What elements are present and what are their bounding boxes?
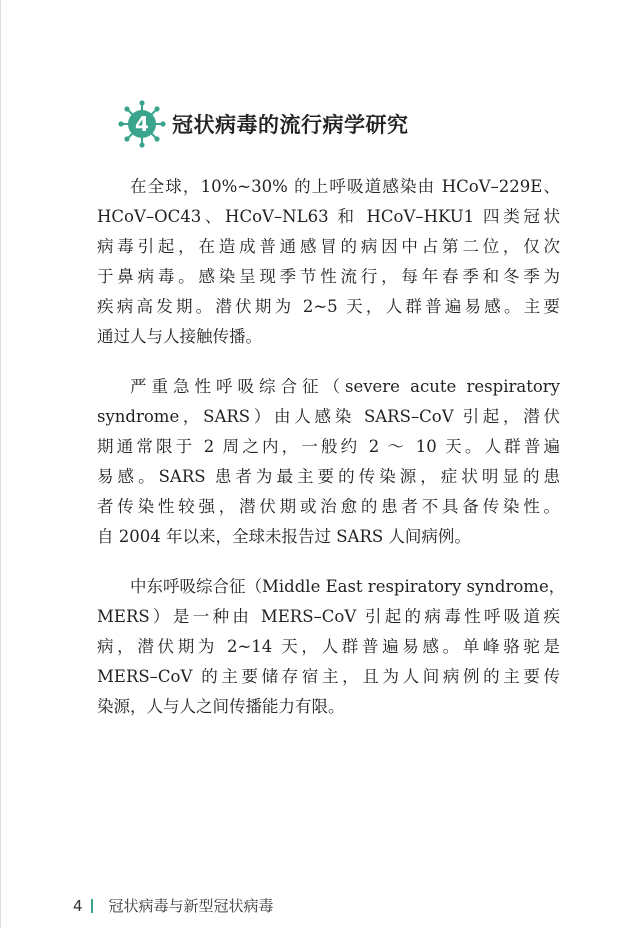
text-line: syndrome，SARS）由人感染 SARS–CoV 引起，潜伏 <box>97 407 560 426</box>
page-footer <box>73 895 274 916</box>
text-line: 期通常限于 2 周之内，一般约 2 ～ 10 天。人群普遍 <box>97 437 560 456</box>
text-line: MERS）是一种由 MERS–CoV 引起的病毒性呼吸道疾 <box>97 607 560 626</box>
text-line: 于鼻病毒。感染呈现季节性流行，每年春季和冬季为 <box>97 267 560 286</box>
text-line: 易感。SARS 患者为最主要的传染源，症状明显的患 <box>97 467 560 486</box>
text-line: 病，潜伏期为 2~14 天，人群普遍易感。单峰骆驼是 <box>97 637 560 656</box>
text-line: MERS–CoV 的主要储存宿主，且为人间病例的主要传 <box>97 667 560 686</box>
svg-text:4: 4 <box>135 112 149 136</box>
virus-number-badge-icon <box>118 100 166 148</box>
body-text <box>97 172 566 742</box>
text-line: 者传染性较强，潜伏期或治愈的患者不具备传染性。 <box>97 497 560 516</box>
book-title: 冠状病毒与新型冠状病毒 <box>108 897 274 915</box>
footer-divider <box>91 899 93 913</box>
section-title: 冠状病毒的流行病学研究 <box>172 113 409 137</box>
text-line: 中东呼吸综合征（Middle East respiratory syndrome， <box>130 577 566 596</box>
text-line: 病毒引起，在造成普通感冒的病因中占第二位，仅次 <box>97 237 560 256</box>
paragraph-sars <box>97 372 560 552</box>
text-line: 严重急性呼吸综合征（severe acute respiratory <box>130 377 560 396</box>
text-line: 通过人与人接触传播。 <box>97 327 262 346</box>
text-line: 自 2004 年以来，全球未报告过 SARS 人间病例。 <box>97 527 471 546</box>
text-line: 在全球，10%~30% 的上呼吸道感染由 HCoV–229E、 <box>130 177 560 196</box>
section-heading <box>118 100 409 148</box>
paragraph-mers <box>97 572 566 722</box>
text-line: 疾病高发期。潜伏期为 2~5 天，人群普遍易感。主要 <box>97 297 560 316</box>
text-line: 染源，人与人之间传播能力有限。 <box>97 697 345 716</box>
text-line: HCoV–OC43、HCoV–NL63 和 HCoV–HKU1 四类冠状 <box>97 207 560 226</box>
paragraph-hcov <box>97 172 560 352</box>
page-edge <box>0 0 1 928</box>
page-number: 4 <box>73 896 83 915</box>
